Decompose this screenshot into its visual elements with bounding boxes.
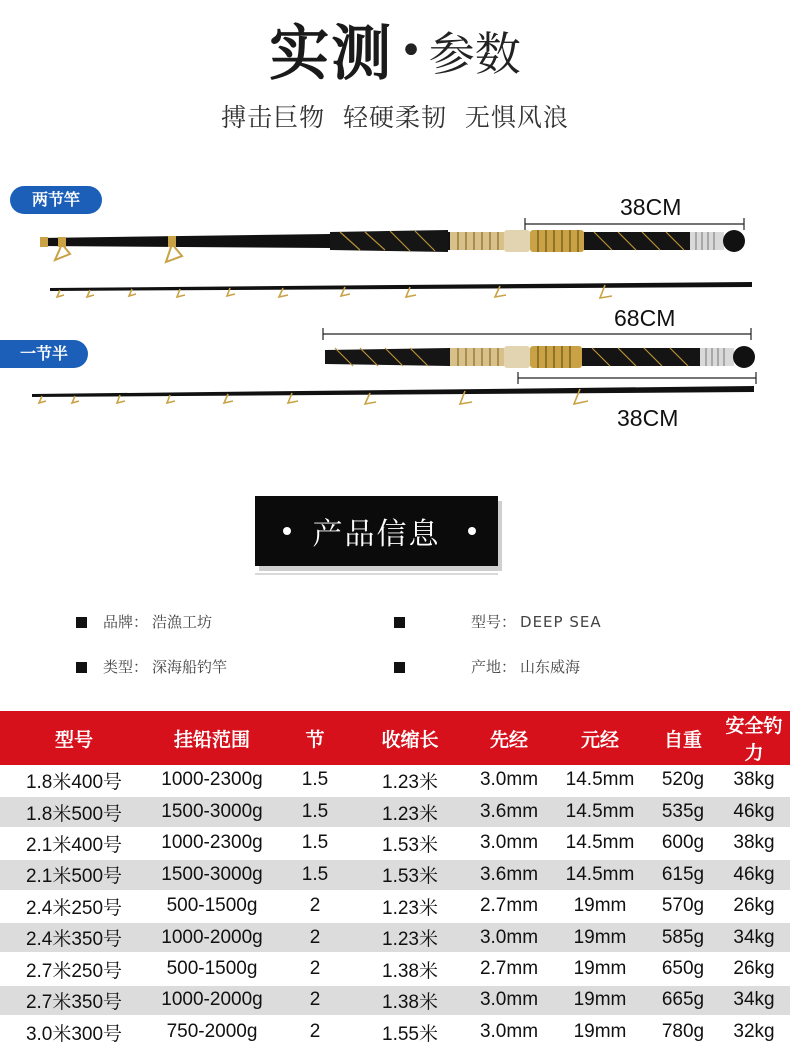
cell-weight: 780g xyxy=(648,1016,718,1043)
cell-sections: 1.5 xyxy=(276,859,354,890)
cell-tip-diameter: 3.6mm xyxy=(466,796,552,827)
cell-weight: 650g xyxy=(648,953,718,984)
cell-sinker-range: 1000-2300g xyxy=(161,769,263,791)
spec-origin xyxy=(394,656,580,677)
cell-collapsed-length: 1.53米 xyxy=(354,828,466,859)
cell-butt-diameter: 14.5mm xyxy=(552,828,648,859)
cell-sinker-range: 1500-3000g xyxy=(148,796,276,827)
cell-sinker-range: 1000-2300g xyxy=(148,828,276,859)
cell-butt-diameter: 19mm xyxy=(552,922,648,953)
cell-model: 2.4米250号 xyxy=(0,891,148,922)
cell-tip-diameter: 2.7mm xyxy=(466,891,552,922)
bullet-square-icon xyxy=(76,662,87,673)
banner-dot-right xyxy=(468,527,476,535)
cell-model: 2.7米350号 xyxy=(0,985,148,1016)
cell-collapsed-length: 1.38米 xyxy=(354,953,466,984)
spec-brand-label: 品牌： xyxy=(103,613,149,631)
bullet-square-icon xyxy=(394,617,405,628)
cell-model: 3.0米300号 xyxy=(0,1016,148,1043)
cell-model: 2.4米350号 xyxy=(0,922,148,953)
cell-sections: 1.5 xyxy=(276,828,354,859)
spec-table xyxy=(0,711,790,1043)
rod-one-half-butt xyxy=(325,346,755,368)
cell-tip-diameter: 3.0mm xyxy=(466,985,552,1016)
cell-model: 1.8米400号 xyxy=(25,771,123,793)
cell-model: 2.7米250号 xyxy=(0,953,148,984)
dimension-label-bottom: 38CM xyxy=(617,405,679,431)
cell-weight: 615g xyxy=(648,859,718,890)
cell-safe-load: 26kg xyxy=(718,953,790,984)
cell-collapsed-length: 1.23米 xyxy=(382,771,438,793)
cell-butt-diameter: 19mm xyxy=(552,1016,648,1043)
cell-safe-load: 32kg xyxy=(718,1016,790,1043)
cell-tip-diameter: 3.0mm xyxy=(466,922,552,953)
cell-safe-load: 38kg xyxy=(718,828,790,859)
spec-model-value: DEEP SEA xyxy=(520,613,602,631)
table-row xyxy=(0,891,790,922)
table-row xyxy=(0,1016,790,1043)
title-sub: 参数 xyxy=(428,27,521,81)
page-title xyxy=(0,6,790,92)
cell-tip-diameter: 2.7mm xyxy=(466,953,552,984)
cell-sinker-range: 750-2000g xyxy=(148,1016,276,1043)
spec-origin-value: 山东威海 xyxy=(520,658,581,676)
cell-collapsed-length: 1.23米 xyxy=(354,922,466,953)
spec-model-label: 型号： xyxy=(471,613,517,631)
cell-sections: 1.5 xyxy=(301,769,329,791)
cell-model: 2.1米500号 xyxy=(0,859,148,890)
table-row xyxy=(0,922,790,953)
product-info-title: 产品信息 xyxy=(312,517,441,552)
cell-collapsed-length: 1.53米 xyxy=(354,859,466,890)
badge-one-and-half: 一节半 xyxy=(0,340,88,368)
title-separator-dot: • xyxy=(399,28,423,74)
cell-sections: 1.5 xyxy=(276,796,354,827)
header-weight: 自重 xyxy=(648,711,718,765)
rod-one-half-tip xyxy=(32,386,754,404)
spec-type-value: 深海船钓竿 xyxy=(152,658,228,676)
table-row xyxy=(0,985,790,1016)
cell-sections: 2 xyxy=(276,922,354,953)
spec-brand-value: 浩漁工坊 xyxy=(152,613,213,631)
header-tip-diameter: 先经 xyxy=(466,711,552,765)
cell-collapsed-length: 1.38米 xyxy=(354,985,466,1016)
cell-sections: 2 xyxy=(276,953,354,984)
cell-tip-diameter: 3.0mm xyxy=(466,828,552,859)
header-collapsed-length: 收缩长 xyxy=(354,711,466,765)
cell-sections: 2 xyxy=(276,985,354,1016)
cell-weight: 520g xyxy=(661,769,705,791)
cell-tip-diameter: 3.0mm xyxy=(466,1016,552,1043)
title-main: 实测 xyxy=(269,19,394,89)
spec-model xyxy=(394,611,602,632)
dimension-line-bottom xyxy=(518,372,756,384)
spec-type-label: 类型： xyxy=(103,658,149,676)
header-sinker-range: 挂铅范围 xyxy=(148,711,276,765)
cell-sections: 2 xyxy=(276,1016,354,1043)
cell-sinker-range: 1500-3000g xyxy=(148,859,276,890)
rod-two-piece-tip xyxy=(50,282,752,298)
table-row xyxy=(0,765,790,796)
cell-safe-load: 46kg xyxy=(718,859,790,890)
table-row xyxy=(0,859,790,890)
table-header-row xyxy=(0,711,790,765)
cell-butt-diameter: 14.5mm xyxy=(552,859,648,890)
cell-safe-load: 34kg xyxy=(718,922,790,953)
cell-collapsed-length: 1.55米 xyxy=(354,1016,466,1043)
cell-sections: 2 xyxy=(276,891,354,922)
cell-butt-diameter: 14.5mm xyxy=(552,796,648,827)
rod-two-piece-butt xyxy=(40,230,745,262)
cell-weight: 535g xyxy=(648,796,718,827)
cell-butt-diameter: 19mm xyxy=(552,953,648,984)
cell-safe-load: 34kg xyxy=(718,985,790,1016)
table-row xyxy=(0,796,790,827)
table-body xyxy=(0,765,790,1043)
dimension-label-top: 38CM xyxy=(620,194,682,220)
cell-sinker-range: 500-1500g xyxy=(148,891,276,922)
table-row xyxy=(0,953,790,984)
cell-weight: 585g xyxy=(648,922,718,953)
cell-safe-load: 38kg xyxy=(733,769,775,791)
product-info-banner xyxy=(255,496,498,566)
cell-sinker-range: 1000-2000g xyxy=(148,985,276,1016)
cell-weight: 600g xyxy=(648,828,718,859)
cell-safe-load: 26kg xyxy=(718,891,790,922)
cell-collapsed-length: 1.23米 xyxy=(354,796,466,827)
cell-sinker-range: 1000-2000g xyxy=(148,922,276,953)
cell-butt-diameter: 19mm xyxy=(552,985,648,1016)
cell-weight: 665g xyxy=(648,985,718,1016)
spec-type xyxy=(76,656,227,677)
cell-sinker-range: 500-1500g xyxy=(148,953,276,984)
slogan: 搏击巨物 轻硬柔韧 无惧风浪 xyxy=(221,103,569,132)
banner-underline xyxy=(255,573,498,575)
cell-collapsed-length: 1.23米 xyxy=(354,891,466,922)
spec-brand xyxy=(76,611,212,632)
cell-weight: 570g xyxy=(648,891,718,922)
cell-butt-diameter: 19mm xyxy=(552,891,648,922)
dimension-label-middle: 68CM xyxy=(614,305,676,331)
table-row xyxy=(0,828,790,859)
badge-two-piece: 两节竿 xyxy=(10,186,102,214)
cell-safe-load: 46kg xyxy=(718,796,790,827)
bullet-square-icon xyxy=(394,662,405,673)
header-butt-diameter: 元经 xyxy=(552,711,648,765)
cell-model: 1.8米500号 xyxy=(0,796,148,827)
header-model: 型号 xyxy=(0,711,148,765)
cell-butt-diameter: 14.5mm xyxy=(565,769,635,791)
header-safe-load: 安全钓力 xyxy=(718,711,790,765)
bullet-square-icon xyxy=(76,617,87,628)
cell-tip-diameter: 3.0mm xyxy=(479,769,539,791)
cell-model: 2.1米400号 xyxy=(0,828,148,859)
spec-origin-label: 产地： xyxy=(471,658,517,676)
dimension-line-middle xyxy=(323,328,751,340)
cell-tip-diameter: 3.6mm xyxy=(466,859,552,890)
header-sections: 节 xyxy=(276,711,354,765)
